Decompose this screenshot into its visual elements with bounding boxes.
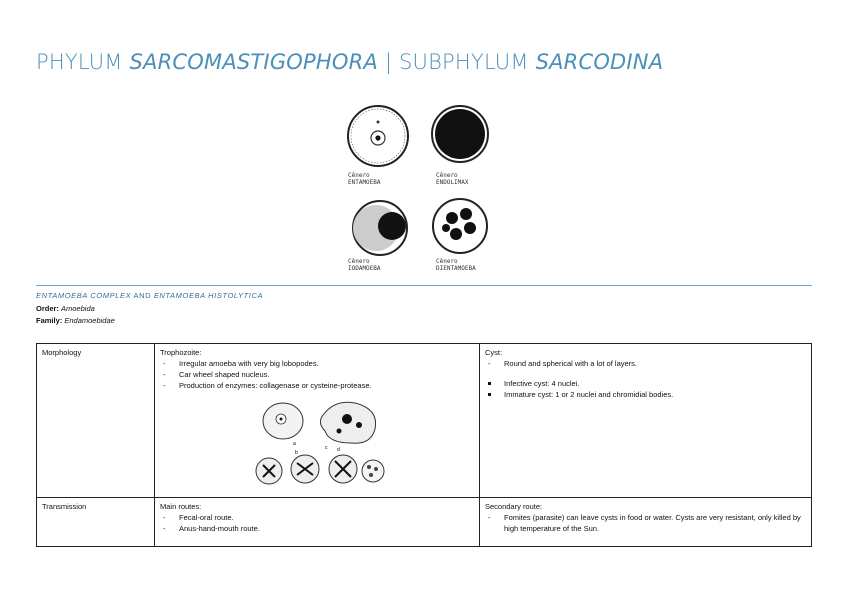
title-prefix: PHYLUM bbox=[36, 50, 130, 74]
trophozoite-title: Trophozoite: bbox=[160, 348, 202, 357]
cyst-cell bbox=[480, 344, 812, 498]
trophozoite-list bbox=[160, 358, 474, 391]
main-routes-list bbox=[160, 512, 474, 534]
caption-dientamoeba: Cênero DIENTAMOEBA bbox=[436, 258, 476, 272]
section-divider bbox=[36, 285, 812, 286]
table-row-morphology bbox=[37, 344, 812, 498]
sketch-label-d: d bbox=[337, 447, 340, 453]
secondary-route-list bbox=[485, 512, 806, 534]
list-item: - Round and spherical with a lot of layers. bbox=[485, 358, 806, 369]
list-item: - Production of enzymes: collagenase or cysteine-protease. bbox=[160, 380, 474, 391]
list-item: - Fecal-oral route. bbox=[160, 512, 474, 523]
section-heading-complex: ENTAMOEBA COMPLEX bbox=[36, 291, 132, 300]
page-title bbox=[36, 50, 663, 74]
list-item: - Irregular amoeba with very big lobopodes. bbox=[160, 358, 474, 369]
amoeba-genera-drawing bbox=[342, 100, 502, 276]
row-label-morphology: Morphology bbox=[37, 344, 155, 498]
caption-endolimax: Cênero ENDOLIMAX bbox=[436, 172, 469, 186]
list-item: Infective cyst: 4 nuclei. bbox=[485, 378, 806, 389]
title-separator: | SUBPHYLUM bbox=[377, 50, 536, 74]
family-value: Endamoebidae bbox=[64, 316, 115, 325]
secondary-route-cell bbox=[480, 498, 812, 547]
title-genus-sarcodina: SARCODINA bbox=[535, 50, 664, 74]
title-genus-sarcomastigophora: SARCOMASTIGOPHORA bbox=[129, 50, 378, 74]
cyst-title: Cyst: bbox=[485, 348, 503, 357]
cyst-list bbox=[485, 358, 806, 369]
list-item: - Anus-hand-mouth route. bbox=[160, 523, 474, 534]
main-routes-title: Main routes: bbox=[160, 502, 202, 511]
family-label: Family: bbox=[36, 316, 63, 325]
info-table bbox=[36, 343, 812, 547]
section-heading bbox=[36, 291, 263, 300]
list-item: Immature cyst: 1 or 2 nuclei and chromidial bodies. bbox=[485, 389, 806, 400]
section-heading-and: AND bbox=[131, 291, 154, 300]
sketch-label-b: b bbox=[295, 450, 298, 456]
list-item: - Fomites (parasite) can leave cysts in food or water. Cysts are very resistant, only killed by high temperature of the Sun. bbox=[485, 512, 806, 534]
table-row-transmission bbox=[37, 498, 812, 547]
trophozoite-sketch bbox=[255, 397, 385, 487]
cyst-types-list bbox=[485, 378, 806, 400]
amoeba-genera-figure bbox=[342, 100, 502, 276]
trophozoite-cell bbox=[155, 344, 480, 498]
list-item: - Car wheel shaped nucleus. bbox=[160, 369, 474, 380]
row-label-transmission: Transmission bbox=[37, 498, 155, 547]
sketch-label-a: a bbox=[293, 441, 296, 447]
caption-entamoeba: Cênero ENTAMOEBA bbox=[348, 172, 381, 186]
order-label: Order: bbox=[36, 304, 59, 313]
secondary-route-title: Secondary route: bbox=[485, 502, 543, 511]
section-heading-histolytica: ENTAMOEBA HISTOLYTICA bbox=[153, 291, 264, 300]
order-value: Amoebida bbox=[61, 304, 95, 313]
main-routes-cell bbox=[155, 498, 480, 547]
caption-iodamoeba: Cênero IODAMOEBA bbox=[348, 258, 381, 272]
order-line bbox=[36, 304, 95, 313]
sketch-label-c: c bbox=[325, 445, 328, 451]
family-line bbox=[36, 316, 115, 325]
